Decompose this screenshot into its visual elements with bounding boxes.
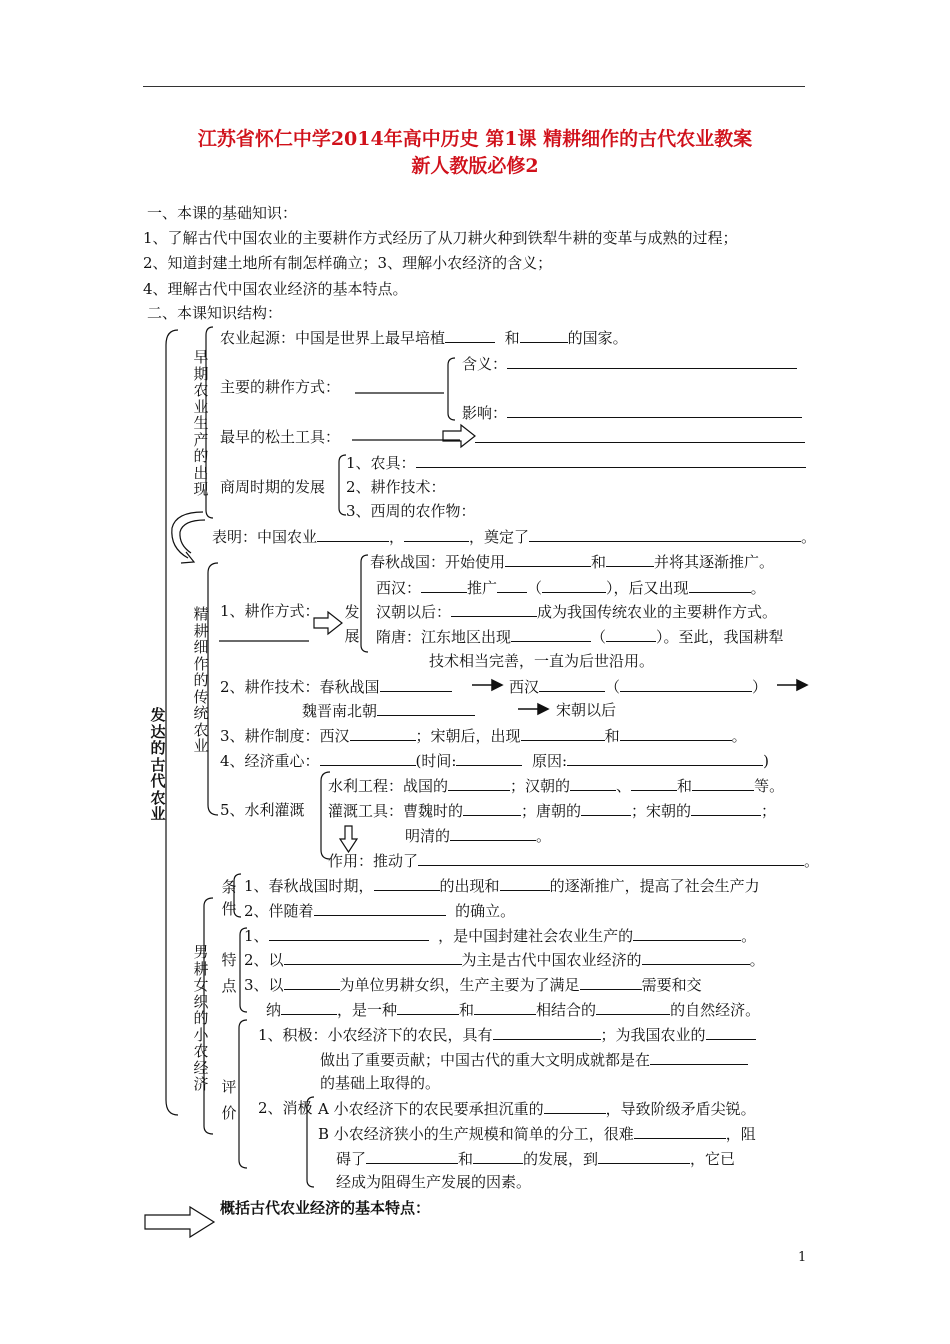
document-title: 江苏省怀仁中学2014年高中历史 第1课 精耕细作的古代农业教案 [197, 128, 753, 150]
origin-line: 农业起源：中国是世界上最早培植 和 的国家。 [220, 329, 628, 347]
chunqiu-line: 春秋战国：开始使用 和 并将其逐渐推广。 [370, 553, 775, 571]
system-line: 3、耕作制度：西汉 ；宋朝后，出现 和 。 [220, 727, 747, 745]
water-label: 5、水利灌溉 [220, 801, 305, 819]
conclusion-line: 表明：中国农业 ， ，奠定了 。 [212, 528, 817, 546]
water-projects-line: 水利工程：战国的 ；汉朝的 、 和 等。 [328, 777, 785, 795]
shangzhou-label: 商周时期的发展 [220, 478, 326, 496]
evaluation-positive-line: 1、积极：小农经济下的农民，具有 ；为我国农业的 [258, 1025, 756, 1044]
suitang-line2: 技术相当完善，一直为后世沿用。 [429, 652, 655, 670]
section1-item2: 2、知道封建土地所有制怎样确立；3、理解小农经济的含义； [143, 254, 553, 272]
xihan-line: 西汉： 推广 （ ），后又出现 。 [376, 579, 766, 597]
outer-label-developed-agriculture: 发达的古代农业 [150, 706, 166, 823]
suitang-line: 隋唐：江东地区出现 （ ）。至此，我国耕犁 [376, 628, 784, 646]
feature3-line2: 纳 ，是一种 和 相结合的 的自然经济。 [266, 1001, 761, 1019]
evaluation-label: 评价 [221, 1078, 237, 1122]
fine-farming-label: 精耕细作的传统农业 [193, 605, 209, 755]
page-number: 1 [798, 1250, 807, 1265]
evaluation-positive-line2: 做出了重要贡献；中国古代的重大文明成就都是在 [320, 1050, 748, 1069]
conditions-label: 条件 [221, 878, 237, 918]
negative-b-line2: 碍了 和 的发展，到 ，它已 [336, 1150, 736, 1168]
condition1-line: 1、春秋战国时期， 的出现和 的逐渐推广，提高了社会生产力 [244, 877, 760, 895]
irrigation-tools-line2: 明清的 。 [405, 827, 552, 845]
develop-label: 发展 [344, 603, 360, 645]
meaning-line: 含义： [462, 354, 797, 373]
feature3-line: 3、以 为单位男耕女织，生产主要为了满足 需要和交 [244, 976, 702, 994]
tech-line: 2、耕作技术：春秋战国 [220, 677, 452, 696]
section1-heading: 一、本课的基础知识： [147, 204, 298, 222]
han-after-line: 汉朝以后： 成为我国传统农业的主要耕作方式。 [376, 603, 778, 621]
irrigation-effect-line: 作用：推动了 。 [328, 852, 820, 870]
shangzhou-tech: 2、耕作技术： [346, 478, 446, 496]
method-label: 主要的耕作方式： [220, 378, 341, 396]
negative-label: 2、消极 [258, 1099, 313, 1117]
tech-song: 宋朝以后 [556, 701, 617, 719]
negative-a-line: A 小农经济下的农民要承担沉重的 ，导致阶级矛盾尖锐。 [318, 1100, 756, 1118]
tool-label: 最早的松土工具： [220, 428, 341, 446]
early-agriculture-label: 早期农业生产的出现 [193, 348, 209, 498]
document-subtitle: 新人教版必修2 [411, 155, 539, 177]
section1-item3: 4、理解古代中国农业经济的基本特点。 [143, 280, 408, 298]
irrigation-tools-line: 灌溉工具：曹魏时的 ；唐朝的 ；宋朝的 ； [328, 802, 777, 820]
tech-line2: 魏晋南北朝 [302, 701, 475, 720]
section2-heading: 二、本课知识结构： [147, 304, 283, 322]
negative-b-line3: 经成为阻碍生产发展的因素。 [336, 1173, 532, 1191]
features-label: 特点 [221, 951, 237, 995]
evaluation-positive-line3: 的基础上取得的。 [320, 1074, 441, 1092]
method-fine-label: 1、耕作方式： [220, 602, 320, 620]
feature1-line: 1、 ，是中国封建社会农业生产的 。 [244, 927, 757, 945]
influence-line: 影响： [462, 403, 802, 422]
shangzhou-crops: 3、西周的农作物： [346, 502, 476, 520]
negative-b-line: B 小农经济狭小的生产规模和简单的分工，很难 ，阻 [318, 1125, 756, 1143]
small-economy-label: 男耕女织的小农经济 [193, 943, 209, 1093]
summary-heading: 概括古代农业经济的基本特点： [220, 1199, 431, 1217]
tool-blank [475, 428, 805, 447]
feature2-line: 2、以 为主是古代中国农业经济的 。 [244, 951, 765, 969]
condition2-line: 2、伴随着 的确立。 [244, 902, 516, 920]
section1-item1: 1、了解古代中国农业的主要耕作方式经历了从刀耕火种到铁犁牛耕的变革与成熟的过程； [143, 229, 738, 247]
economic-center-line: 4、经济重心： (时间: 原因: ) [220, 752, 769, 770]
tech-line-b: 西汉 （ ） [509, 678, 768, 696]
shangzhou-tools: 1、农具： [346, 453, 806, 472]
